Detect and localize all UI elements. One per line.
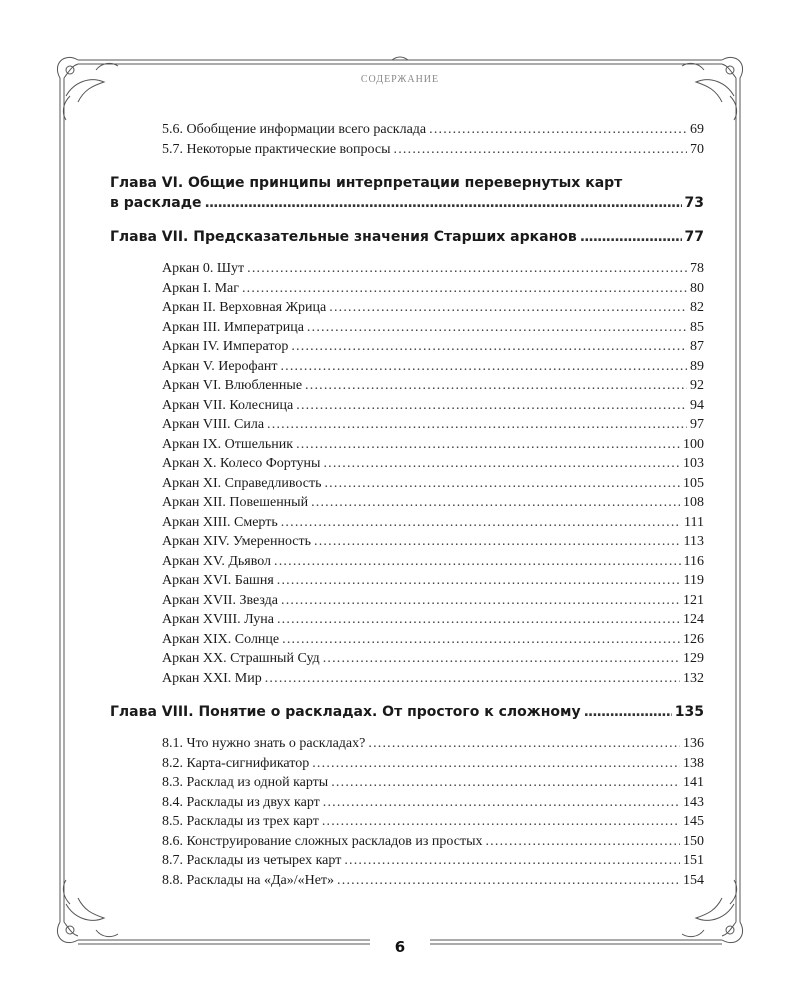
- toc-entry-title: 8.8. Расклады на «Да»/«Нет»: [162, 872, 335, 888]
- toc-entry-title: Аркан XII. Повешенный: [162, 495, 309, 510]
- toc-entry[interactable]: [110, 298, 704, 318]
- toc-entry[interactable]: [110, 649, 704, 669]
- toc-entry[interactable]: [110, 337, 704, 357]
- toc-entry-title: Аркан XX. Страшный Суд: [162, 651, 320, 666]
- toc-entry-title: Аркан V. Иерофант: [162, 358, 278, 374]
- dot-leader: [323, 793, 680, 813]
- corner-ornament-bottom-left: [57, 880, 118, 943]
- toc-entry-title: Аркан VII. Колесница: [162, 397, 294, 413]
- toc-entry[interactable]: [110, 793, 704, 813]
- chapter-8-page: 135: [674, 704, 704, 720]
- toc-entry-page: 124: [683, 612, 704, 627]
- toc-entry[interactable]: [110, 454, 704, 474]
- toc-entry-page: 151: [683, 853, 704, 868]
- toc-entry-title: 8.2. Карта-сигнификатор: [162, 755, 310, 771]
- toc-entry-title: Аркан IX. Отшельник: [162, 436, 294, 452]
- chapter-8-list: [110, 734, 704, 890]
- toc-entry-title: Аркан II. Верховная Жрица: [162, 300, 327, 315]
- toc-entry[interactable]: [110, 812, 704, 832]
- dot-leader: [307, 318, 687, 338]
- dot-leader: [281, 513, 681, 533]
- toc-entry-page: 119: [683, 573, 704, 588]
- toc-entry[interactable]: [110, 318, 704, 338]
- corner-ornament-top-left: [57, 57, 118, 120]
- chapter-7-heading[interactable]: [110, 227, 704, 247]
- toc-entry-title: 5.7. Некоторые практические вопросы: [162, 141, 391, 157]
- toc-entry[interactable]: [110, 435, 704, 455]
- toc-entry-page: 103: [683, 456, 704, 471]
- toc-entry-page: 87: [690, 339, 704, 354]
- toc-entry[interactable]: [110, 279, 704, 299]
- toc-entry-title: Аркан VI. Влюбленные: [162, 378, 303, 393]
- toc-entry[interactable]: [110, 591, 704, 611]
- dot-leader: [277, 571, 681, 591]
- chapter-6-title-line1: Глава VI. Общие принципы интерпретации перевернутых карт: [110, 175, 623, 191]
- section-5-list: [110, 120, 704, 159]
- toc-entry-page: 70: [690, 141, 704, 157]
- dot-leader: [580, 227, 682, 247]
- dot-leader: [322, 812, 680, 832]
- dot-leader: [281, 591, 680, 611]
- dot-leader: [368, 734, 680, 754]
- toc-entry[interactable]: [110, 669, 704, 689]
- toc-entry-page: 92: [690, 378, 704, 393]
- dot-leader: [242, 279, 687, 299]
- toc-entry-title: 8.1. Что нужно знать о раскладах?: [162, 736, 366, 751]
- dot-leader: [323, 454, 680, 474]
- dot-leader: [311, 493, 680, 513]
- toc-entry[interactable]: [110, 357, 704, 377]
- chapter-8-title: Глава VIII. Понятие о раскладах. От простого к сложному: [110, 704, 581, 720]
- toc-entry-page: 113: [683, 534, 704, 549]
- toc-entry-page: 80: [690, 280, 704, 296]
- toc-entry[interactable]: [110, 120, 704, 140]
- toc-entry-page: 97: [690, 417, 704, 432]
- dot-leader: [305, 376, 687, 396]
- dot-leader: [267, 415, 687, 435]
- toc-entry[interactable]: [110, 630, 704, 650]
- corner-ornament-top-right: [682, 57, 743, 120]
- chapter-6-heading[interactable]: [110, 173, 704, 213]
- toc-entry[interactable]: [110, 610, 704, 630]
- toc-entry-page: 108: [683, 495, 704, 510]
- toc-entry[interactable]: [110, 415, 704, 435]
- toc-entry[interactable]: [110, 571, 704, 591]
- dot-leader: [312, 754, 680, 774]
- toc-entry-title: Аркан XIII. Смерть: [162, 514, 278, 530]
- toc-entry-page: 111: [684, 514, 704, 530]
- toc-entry-title: 8.7. Расклады из четырех карт: [162, 853, 342, 868]
- dot-leader: [247, 259, 687, 279]
- dot-leader: [296, 396, 687, 416]
- toc-entry-title: Аркан 0. Шут: [162, 261, 245, 276]
- dot-leader: [344, 851, 680, 871]
- page-number: 6: [394, 938, 406, 956]
- toc-entry-page: 82: [690, 300, 704, 315]
- toc-entry-page: 116: [683, 553, 704, 569]
- dot-leader: [323, 649, 680, 669]
- toc-entry-page: 89: [690, 358, 704, 374]
- dot-leader: [324, 474, 680, 494]
- toc-entry[interactable]: [110, 754, 704, 774]
- toc-entry-page: 136: [683, 736, 704, 751]
- dot-leader: [314, 532, 681, 552]
- toc-entry[interactable]: [110, 552, 704, 572]
- chapter-7-page: 77: [684, 229, 704, 245]
- dot-leader: [329, 298, 687, 318]
- toc-entry-title: Аркан X. Колесо Фортуны: [162, 456, 321, 471]
- toc-entry-page: 145: [683, 814, 704, 829]
- toc-entry-page: 100: [683, 436, 704, 452]
- toc-entry[interactable]: [110, 396, 704, 416]
- toc-entry[interactable]: [110, 773, 704, 793]
- dot-leader: [282, 630, 680, 650]
- chapter-7-title: Глава VII. Предсказательные значения Старших арканов: [110, 229, 577, 245]
- toc-entry-page: 132: [683, 670, 704, 686]
- dot-leader: [485, 832, 680, 852]
- toc-entry-title: Аркан XIV. Умеренность: [162, 534, 312, 549]
- toc-entry-page: 138: [683, 755, 704, 771]
- toc-entry-title: 8.4. Расклады из двух карт: [162, 794, 320, 810]
- toc-entry[interactable]: [110, 474, 704, 494]
- toc-entry[interactable]: [110, 851, 704, 871]
- table-of-contents: [110, 120, 704, 890]
- chapter-6-title-line2: в раскладе: [110, 195, 202, 211]
- dot-leader: [265, 669, 680, 689]
- toc-entry[interactable]: [110, 259, 704, 279]
- running-header: СОДЕРЖАНИЕ: [360, 74, 440, 85]
- dot-leader: [280, 357, 687, 377]
- toc-entry[interactable]: [110, 513, 704, 533]
- toc-entry-title: Аркан XVIII. Луна: [162, 612, 274, 627]
- toc-entry-title: 5.6. Обобщение информации всего расклада: [162, 122, 427, 137]
- toc-entry-title: Аркан I. Маг: [162, 280, 239, 296]
- toc-entry[interactable]: [110, 493, 704, 513]
- dot-leader: [291, 337, 687, 357]
- toc-entry[interactable]: [110, 832, 704, 852]
- toc-entry-title: Аркан XIX. Солнце: [162, 631, 280, 647]
- toc-entry-page: 69: [690, 122, 704, 137]
- toc-entry-page: 126: [683, 631, 704, 647]
- chapter-6-page: 73: [684, 195, 704, 211]
- toc-entry-title: Аркан III. Императрица: [162, 319, 304, 335]
- toc-entry-page: 150: [683, 833, 704, 849]
- chapter-7-list: [110, 259, 704, 688]
- toc-entry-page: 94: [690, 397, 704, 413]
- toc-entry[interactable]: [110, 376, 704, 396]
- toc-entry-page: 78: [690, 261, 704, 276]
- toc-entry-page: 121: [683, 592, 704, 608]
- toc-entry-page: 141: [683, 775, 704, 790]
- toc-entry[interactable]: [110, 532, 704, 552]
- toc-entry-title: 8.5. Расклады из трех карт: [162, 814, 319, 829]
- toc-entry-page: 85: [690, 319, 704, 335]
- toc-entry-title: Аркан IV. Император: [162, 339, 289, 354]
- toc-entry-title: Аркан XVII. Звезда: [162, 592, 278, 608]
- toc-entry-title: Аркан XVI. Башня: [162, 573, 274, 588]
- dot-leader: [584, 702, 672, 722]
- toc-entry[interactable]: [110, 871, 704, 891]
- toc-entry-page: 154: [683, 872, 704, 888]
- chapter-8-heading[interactable]: [110, 702, 704, 722]
- toc-entry-title: Аркан XI. Справедливость: [162, 475, 322, 491]
- toc-entry-title: 8.6. Конструирование сложных раскладов из простых: [162, 833, 483, 849]
- toc-entry-page: 129: [683, 651, 704, 666]
- dot-leader: [205, 193, 682, 213]
- toc-entry[interactable]: [110, 140, 704, 160]
- toc-entry-page: 143: [683, 794, 704, 810]
- toc-entry[interactable]: [110, 734, 704, 754]
- dot-leader: [296, 435, 680, 455]
- dot-leader: [337, 871, 680, 891]
- toc-entry-title: Аркан XV. Дьявол: [162, 553, 272, 569]
- toc-entry-title: 8.3. Расклад из одной карты: [162, 775, 329, 790]
- dot-leader: [429, 120, 687, 140]
- dot-leader: [277, 610, 680, 630]
- dot-leader: [331, 773, 680, 793]
- toc-entry-page: 105: [683, 475, 704, 491]
- dot-leader: [274, 552, 681, 572]
- toc-entry-title: Аркан VIII. Сила: [162, 417, 265, 432]
- dot-leader: [394, 140, 687, 160]
- toc-entry-title: Аркан XXI. Мир: [162, 670, 262, 686]
